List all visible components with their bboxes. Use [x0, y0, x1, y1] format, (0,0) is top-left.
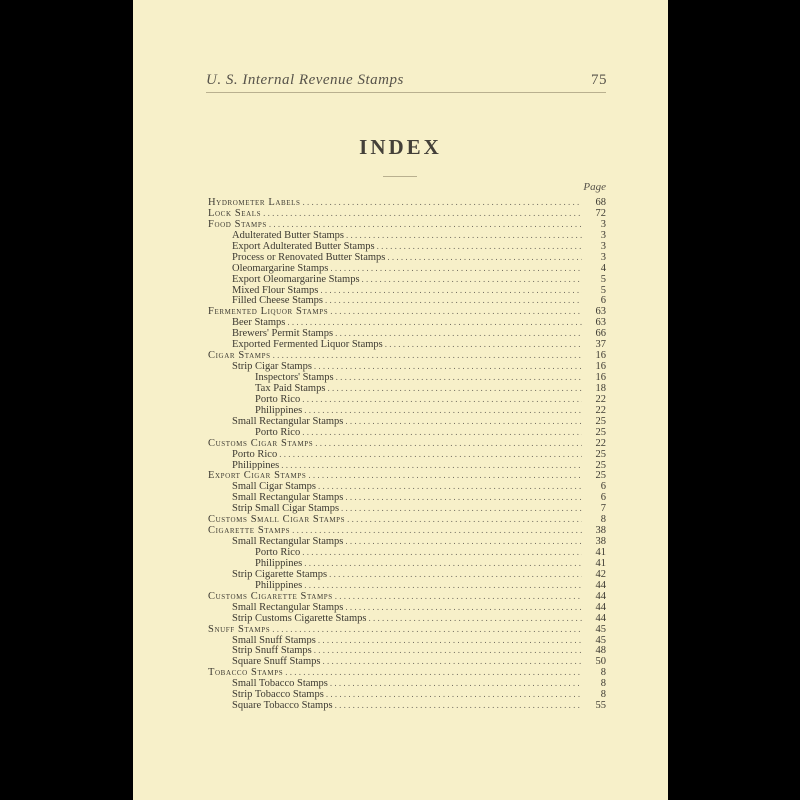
index-entry-page: 7 [600, 503, 606, 515]
index-entry-page: 3 [600, 229, 606, 241]
index-entry-page: 8 [600, 689, 606, 701]
index-entry-page: 5 [600, 284, 606, 296]
index-entry [208, 602, 606, 613]
dot-leader [326, 689, 582, 700]
index-entry-page: 44 [595, 590, 606, 602]
index-entry-label: Strip Customs Cigarette Stamps [232, 612, 367, 624]
index-entry [208, 514, 606, 525]
title-divider [383, 176, 417, 177]
index-entry-page: 25 [595, 415, 606, 427]
dot-leader [329, 569, 582, 580]
index-entry-label: Porto Rico [232, 448, 278, 460]
index-entry-label: Small Tobacco Stamps [232, 678, 328, 690]
index-entry [208, 569, 606, 580]
index-entry-page: 55 [595, 700, 606, 712]
index-entry-page: 42 [595, 568, 606, 580]
dot-leader [346, 230, 582, 241]
index-entry [208, 372, 606, 383]
index-entry-label: Philippines [232, 459, 280, 471]
index-entry [208, 558, 606, 569]
dot-leader [318, 481, 582, 492]
dot-leader [327, 383, 582, 394]
index-entry [208, 460, 606, 471]
dot-leader [362, 274, 582, 285]
index-entry-label: Philippines [255, 557, 303, 569]
index-entry-label: Small Cigar Stamps [232, 481, 316, 493]
index-entry [208, 689, 606, 700]
index-entry [208, 317, 606, 328]
index-entry-page: 16 [595, 361, 606, 372]
index-entry-label: Small Rectangular Stamps [232, 536, 344, 547]
index-entry [208, 449, 606, 460]
index-entry [208, 252, 606, 263]
index-entry-label: Square Tobacco Stamps [232, 700, 333, 712]
index-entry-label: Philippines [255, 579, 303, 591]
index-entry-page: 22 [595, 404, 606, 416]
index-entry-label: Tax Paid Stamps [255, 382, 326, 394]
index-entry [208, 285, 606, 296]
index-entry-page: 6 [600, 492, 606, 504]
dot-leader [318, 635, 582, 646]
index-entry [208, 263, 606, 274]
dot-leader [335, 700, 582, 711]
index-entry-label: Tobacco Stamps [208, 667, 284, 679]
dot-leader [302, 427, 582, 438]
dot-leader [304, 580, 582, 591]
dot-leader [377, 241, 582, 252]
index-entry-label: Lock Seals [208, 207, 262, 219]
index-entry [208, 394, 606, 405]
index-entry-page: 25 [595, 459, 606, 471]
index-entry-page: 50 [595, 656, 606, 668]
index-entry [208, 295, 606, 306]
index-entry-page: 48 [595, 645, 606, 657]
index-entry-label: Oleomargarine Stamps [232, 262, 329, 274]
index-entry-label: Export Cigar Stamps [208, 470, 307, 482]
index-entry [208, 427, 606, 438]
index-entry-label: Strip Cigar Stamps [232, 361, 312, 372]
index-entry [208, 328, 606, 339]
dot-leader [320, 285, 582, 296]
dot-leader [368, 613, 582, 624]
book-page [133, 0, 668, 800]
dot-leader [345, 416, 582, 427]
dot-leader [330, 263, 582, 274]
index-entry-label: Porto Rico [255, 547, 301, 558]
index-entry-page: 68 [595, 197, 606, 208]
dot-leader [304, 405, 582, 416]
index-entry [208, 645, 606, 656]
dot-leader [345, 492, 582, 503]
index-entry [208, 536, 606, 547]
index-entry-page: 4 [600, 262, 606, 274]
index-entry-label: Strip Snuff Stamps [232, 645, 312, 657]
index-entry-page: 16 [595, 372, 606, 383]
index-entry [208, 580, 606, 591]
index-entry [208, 635, 606, 646]
index-entry-page: 25 [595, 470, 606, 482]
index-entry-label: Process or Renovated Butter Stamps [232, 251, 386, 263]
index-entry-page: 41 [595, 557, 606, 569]
index-entry-label: Strip Small Cigar Stamps [232, 503, 340, 515]
running-title: U. S. Internal Revenue Stamps [206, 72, 404, 88]
dot-leader [281, 460, 582, 471]
index-entry-page: 63 [595, 306, 606, 318]
index-entry-page: 38 [595, 525, 606, 537]
dot-leader [335, 328, 582, 339]
dot-leader [341, 503, 582, 514]
index-entry-page: 22 [595, 393, 606, 405]
index-entry-label: Hydrometer Labels [208, 197, 301, 208]
dot-leader [314, 645, 582, 656]
index-entry-label: Fermented Liquor Stamps [208, 306, 329, 318]
index-entry-page: 6 [600, 481, 606, 493]
index-entry-label: Snuff Stamps [208, 623, 271, 635]
index-entry-page: 25 [595, 448, 606, 460]
index-entry [208, 492, 606, 503]
index-entry [208, 405, 606, 416]
index-entry [208, 613, 606, 624]
index-entry [208, 197, 606, 208]
dot-leader [315, 438, 582, 449]
index-entry [208, 274, 606, 285]
dot-leader [322, 656, 582, 667]
dot-leader [325, 295, 582, 306]
index-entry-page: 3 [600, 251, 606, 263]
dot-leader [304, 558, 582, 569]
page-column-label: Page [583, 181, 606, 193]
index-entry [208, 306, 606, 317]
index-entry-page: 5 [600, 273, 606, 285]
index-entry-label: Customs Cigar Stamps [208, 437, 314, 449]
dot-leader [330, 678, 582, 689]
index-entry-label: Square Snuff Stamps [232, 656, 321, 668]
index-entry-page: 22 [595, 437, 606, 449]
page-number: 75 [591, 72, 607, 88]
index-entry-label: Philippines [255, 404, 303, 416]
index-entry [208, 547, 606, 558]
dot-leader [385, 339, 582, 350]
dot-leader [387, 252, 582, 263]
index-entry [208, 208, 606, 219]
dot-leader [336, 372, 582, 383]
index-entry-page: 44 [595, 612, 606, 624]
index-entry-label: Food Stamps [208, 218, 267, 230]
index-entry-label: Customs Small Cigar Stamps [208, 514, 346, 526]
dot-leader [272, 624, 582, 635]
index-entry-label: Filled Cheese Stamps [232, 295, 323, 307]
index-entry-label: Export Oleomargarine Stamps [232, 273, 360, 285]
dot-leader [302, 394, 582, 405]
dot-leader [273, 350, 582, 361]
index-entry-page: 8 [600, 514, 606, 526]
index-entry-page: 63 [595, 317, 606, 329]
dot-leader [285, 667, 582, 678]
index-entry-page: 3 [600, 240, 606, 252]
index-entry-label: Inspectors' Stamps [255, 372, 334, 383]
dot-leader [308, 470, 582, 481]
index-entry-page: 6 [600, 295, 606, 307]
index-entry-label: Cigarette Stamps [208, 525, 291, 537]
index-entry-page: 16 [595, 350, 606, 362]
index-entry-page: 25 [595, 426, 606, 438]
dot-leader [314, 361, 582, 372]
index-entry-page: 37 [595, 339, 606, 351]
index-entry-page: 38 [595, 536, 606, 547]
index-entry-page: 41 [595, 547, 606, 558]
index-entry [208, 667, 606, 678]
index-entry [208, 230, 606, 241]
index-entry [208, 438, 606, 449]
index-entry [208, 481, 606, 492]
index-entry-page: 66 [595, 328, 606, 340]
index-entry-label: Customs Cigarette Stamps [208, 590, 333, 602]
dot-leader [345, 536, 582, 547]
index-entry [208, 339, 606, 350]
index-entry-label: Porto Rico [255, 426, 301, 438]
index-entry-label: Small Rectangular Stamps [232, 415, 344, 427]
index-entry [208, 219, 606, 230]
index-entry-page: 3 [600, 218, 606, 230]
dot-leader [303, 197, 582, 208]
index-entry-page: 72 [595, 207, 606, 219]
index-entry [208, 656, 606, 667]
dot-leader [269, 219, 582, 230]
index-entry [208, 678, 606, 689]
dot-leader [263, 208, 582, 219]
index-entry-page: 45 [595, 634, 606, 646]
index-entry-label: Small Snuff Stamps [232, 634, 316, 646]
index-entry-label: Exported Fermented Liquor Stamps [232, 339, 383, 351]
index-heading: INDEX [359, 135, 442, 159]
index-entry [208, 383, 606, 394]
index-entry-label: Beer Stamps [232, 317, 286, 329]
dot-leader [287, 317, 582, 328]
index-entry-page: 18 [595, 382, 606, 394]
index-entry [208, 241, 606, 252]
index-entry [208, 350, 606, 361]
index-entry [208, 624, 606, 635]
index-entry-page: 45 [595, 623, 606, 635]
index-entry-label: Mixed Flour Stamps [232, 284, 319, 296]
index-entry-label: Strip Cigarette Stamps [232, 568, 328, 580]
index-entry-page: 8 [600, 667, 606, 679]
index-entry [208, 503, 606, 514]
index-entry [208, 470, 606, 481]
dot-leader [302, 547, 582, 558]
index-entry-label: Porto Rico [255, 393, 301, 405]
index-entry-label: Small Rectangular Stamps [232, 601, 344, 613]
index-entry-label: Brewers' Permit Stamps [232, 328, 334, 340]
dot-leader [345, 602, 582, 613]
index-entry [208, 416, 606, 427]
dot-leader [279, 449, 582, 460]
index-entry-label: Small Rectangular Stamps [232, 492, 344, 504]
index-entry [208, 525, 606, 536]
index-entry-label: Adulterated Butter Stamps [232, 229, 344, 241]
running-header [206, 70, 606, 93]
dot-leader [292, 525, 582, 536]
index-entry [208, 591, 606, 602]
index-entry-page: 8 [600, 678, 606, 690]
index-entry [208, 361, 606, 372]
index-list [208, 197, 606, 711]
index-entry-label: Cigar Stamps [208, 350, 271, 362]
index-entry-page: 44 [595, 579, 606, 591]
dot-leader [335, 591, 582, 602]
dot-leader [347, 514, 582, 525]
index-entry-label: Strip Tobacco Stamps [232, 689, 324, 701]
index-entry-label: Export Adulterated Butter Stamps [232, 240, 375, 252]
index-entry-page: 44 [595, 601, 606, 613]
dot-leader [330, 306, 582, 317]
index-entry [208, 700, 606, 711]
